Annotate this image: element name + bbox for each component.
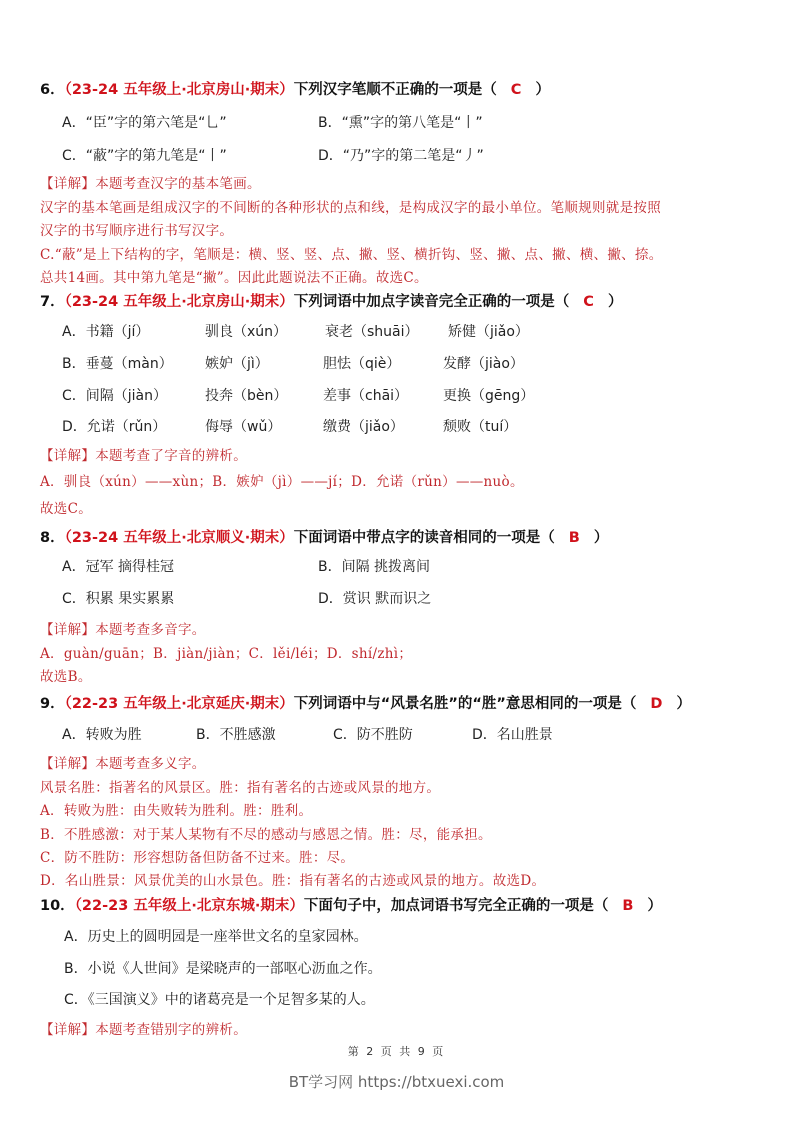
question-number: 7． xyxy=(40,294,65,310)
option-b-1: B．垂蔓（màn） xyxy=(62,356,173,372)
explanation-line: 【详解】本题考查多义字。 xyxy=(40,756,206,772)
option-d-3: 缴费（jiǎo） xyxy=(323,419,404,435)
explanation-line: A．转败为胜：由失败转为胜利。胜：胜利。 xyxy=(40,803,313,819)
question-9-heading xyxy=(40,692,691,713)
close-paren: ） xyxy=(593,530,609,546)
answer-letter: C xyxy=(510,82,522,98)
question-number: 10． xyxy=(40,898,75,914)
option-d-1: D．允诺（rǔn） xyxy=(62,419,167,435)
option-d: D．“乃”字的第二笔是“丿” xyxy=(318,148,484,164)
option-d: D．赏识 默而识之 xyxy=(318,591,432,607)
explanation-line: 【详解】本题考查多音字。 xyxy=(40,622,206,638)
option-c-1: C．间隔（jiàn） xyxy=(62,388,168,404)
explanation-line: C．防不胜防：形容想防备但防备不过来。胜：尽。 xyxy=(40,850,355,866)
explanation-line: A．guàn/guān；B．jiàn/jiàn；C．lěi/léi；D．shí/zhì； xyxy=(40,646,413,662)
question-6-heading xyxy=(40,78,550,99)
explanation-line: 【详解】本题考查汉字的基本笔画。 xyxy=(40,176,261,192)
explanation-line: 故选C。 xyxy=(40,501,93,517)
question-stem: 下面句子中，加点词语书写完全正确的一项是（ xyxy=(303,898,609,914)
option-a-4: 矫健（jiǎo） xyxy=(448,324,529,340)
question-number: 9． xyxy=(40,696,65,712)
option-c-4: 更换（gēng） xyxy=(443,388,535,404)
option-c-2: 投奔（bèn） xyxy=(205,388,288,404)
option-c: C．《三国演义》中的诸葛亮是一个足智多某的人。 xyxy=(64,992,375,1008)
explanation-line: 风景名胜：指著名的风景区。胜：指有著名的古迹或风景的地方。 xyxy=(40,780,441,796)
option-b: B．“熏”字的第八笔是“丨” xyxy=(318,115,483,131)
option-a: A．历史上的圆明园是一座举世文名的皇家园林。 xyxy=(64,929,368,945)
close-paren: ） xyxy=(607,294,623,310)
explanation-line: 【详解】本题考查错别字的辨析。 xyxy=(40,1022,247,1038)
watermark: BT学习网 https://btxuexi.com xyxy=(288,1073,505,1091)
close-paren: ） xyxy=(535,82,550,98)
explanation-line: 汉字的书写顺序进行书写汉字。 xyxy=(40,223,234,239)
question-source: （22-23 五年级上·北京东城·期末） xyxy=(74,898,304,914)
explanation-line: 故选B。 xyxy=(40,669,92,685)
question-source: （22-23 五年级上·北京延庆·期末） xyxy=(64,696,294,712)
option-b-3: 胆怯（qiè） xyxy=(323,356,401,372)
explanation-line: 汉字的基本笔画是组成汉字的不间断的各种形状的点和线，是构成汉字的最小单位。笔顺规则就是按照 xyxy=(40,200,661,216)
option-d-4: 颓败（tuí） xyxy=(443,419,518,435)
option-b: B．小说《人世间》是梁晓声的一部呕心沥血之作。 xyxy=(64,961,382,977)
question-number: 6． xyxy=(40,82,65,98)
question-number: 8． xyxy=(40,530,65,546)
explanation-line: B．不胜感激：对于某人某物有不尽的感动与感恩之情。胜：尽，能承担。 xyxy=(40,827,492,843)
option-b-2: 嫉妒（jì） xyxy=(205,356,269,372)
question-stem: 下列词语中与“风景名胜”的“胜”意思相同的一项是（ xyxy=(293,696,637,712)
option-d-2: 侮辱（wǔ） xyxy=(205,419,282,435)
option-c: C．积累 果实累累 xyxy=(62,591,175,607)
option-a: A．“臣”字的第六笔是“乚” xyxy=(62,115,227,131)
question-8-heading xyxy=(40,526,608,547)
option-a: A．冠军 摘得桂冠 xyxy=(62,559,175,575)
question-10-heading xyxy=(40,894,662,915)
option-c: C．防不胜防 xyxy=(333,727,413,743)
question-stem: 下列词语中加点字读音完全正确的一项是（ xyxy=(293,294,570,310)
explanation-line: 【详解】本题考查了字音的辨析。 xyxy=(40,448,247,464)
option-b-4: 发酵（jiào） xyxy=(443,356,524,372)
question-7-heading xyxy=(40,290,622,311)
page-number: 第 2 页 共 9 页 xyxy=(347,1045,446,1058)
answer-letter: C xyxy=(583,294,594,310)
option-c: C．“蔽”字的第九笔是“丨” xyxy=(62,148,227,164)
explanation-line: A．驯良（xún）——xùn；B．嫉妒（jì）——jí；D．允诺（rǔn）——nuò。 xyxy=(40,474,524,490)
explanation-line: D．名山胜景：风景优美的山水景色。胜：指有著名的古迹或风景的地方。故选D。 xyxy=(40,873,546,889)
explanation-line: 总共14画。其中第九笔是“撇”。因此此题说法不正确。故选C。 xyxy=(40,270,428,286)
answer-letter: B xyxy=(622,898,634,914)
answer-letter: D xyxy=(650,696,663,712)
option-c-3: 差事（chāi） xyxy=(323,388,409,404)
option-a-2: 驯良（xún） xyxy=(205,324,288,340)
option-b: B．间隔 挑拨离间 xyxy=(318,559,431,575)
question-source: （23-24 五年级上·北京顺义·期末） xyxy=(64,530,294,546)
question-stem: 下列汉字笔顺不正确的一项是（ xyxy=(293,82,497,98)
question-source: （23-24 五年级上·北京房山·期末） xyxy=(64,82,294,98)
answer-letter: B xyxy=(568,530,580,546)
option-b: B．不胜感激 xyxy=(196,727,276,743)
explanation-line: C.“蔽”是上下结构的字，笔顺是：横、竖、竖、点、撇、竖、横折钩、竖、撇、点、撇、横、撇、捺。 xyxy=(40,247,663,263)
option-a-3: 衰老（shuāi） xyxy=(325,324,419,340)
option-a-1: A．书籍（jí） xyxy=(62,324,150,340)
close-paren: ） xyxy=(676,696,691,712)
question-stem: 下面词语中带点字的读音相同的一项是（ xyxy=(293,530,555,546)
option-a: A．转败为胜 xyxy=(62,727,142,743)
question-source: （23-24 五年级上·北京房山·期末） xyxy=(64,294,294,310)
close-paren: ） xyxy=(647,898,662,914)
option-d: D．名山胜景 xyxy=(472,727,553,743)
